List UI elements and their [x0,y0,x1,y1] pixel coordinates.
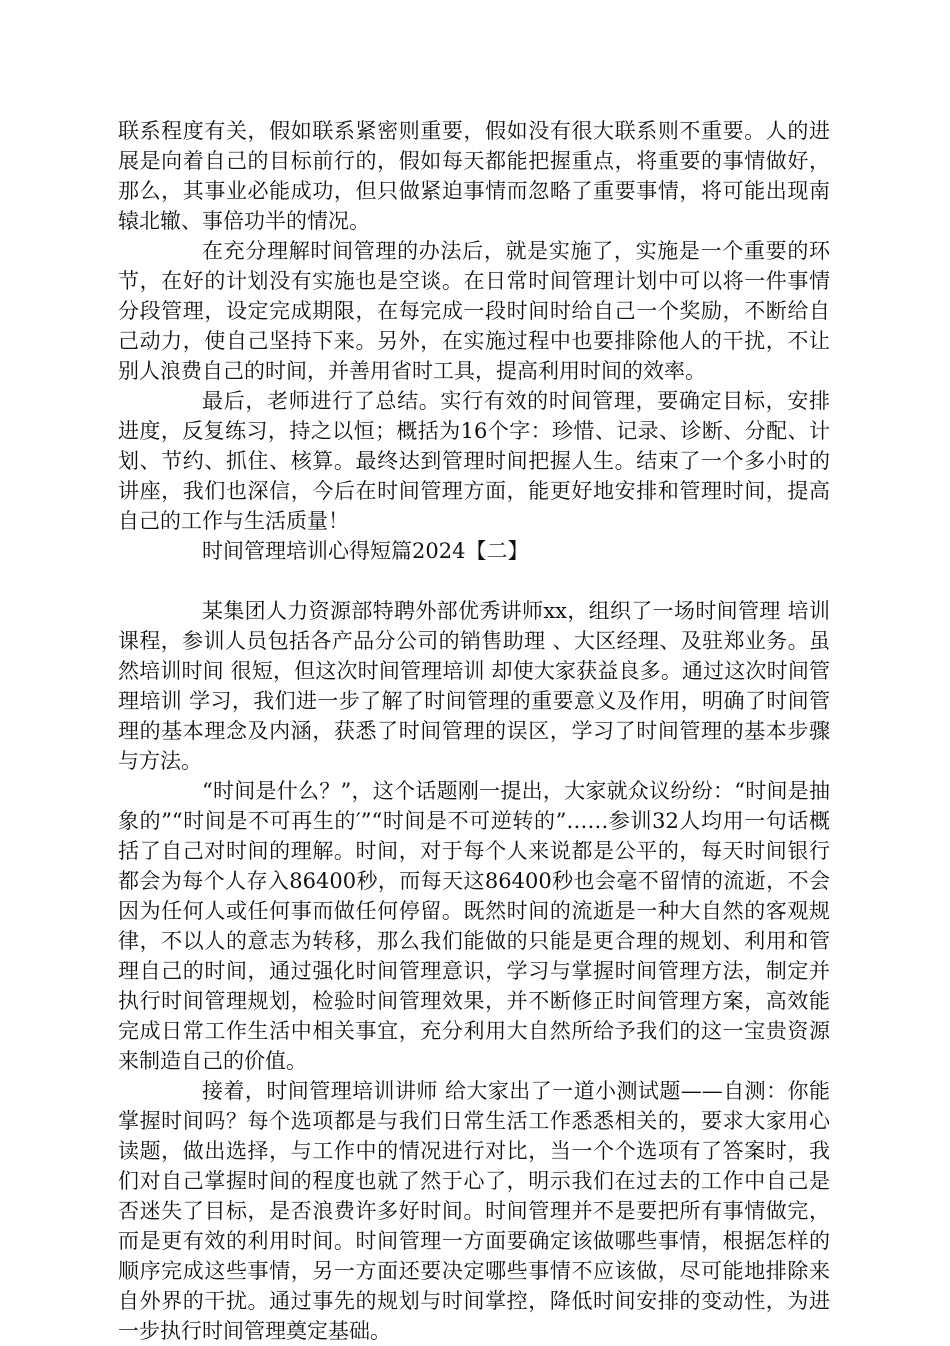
paragraph-training-intro: 某集团人力资源部特聘外部优秀讲师xx，组织了一场时间管理 培训课程，参训人员包括各产品分公司的销售助理 、大区经理、及驻郑业务。虽然培训时间 很短，但这次时间管理培训 却使大家获益良多。通过这次时间管理培训 学习，我们进一步了解了时间管理的重要意义及作用，明确了时间管理的基本理念及内涵，获悉了时间管理的误区，学习了时间管理的基本步骤与方法。 [118,599,830,773]
document-body [118,116,830,1346]
paragraph-implementation: 在充分理解时间管理的办法后，就是实施了，实施是一个重要的环节，在好的计划没有实施也是空谈。在日常时间管理计划中可以将一件事情分段管理，设定完成期限，在每完成一段时间时给自己一个奖励，不断给自己动力，使自己坚持下来。另外，在实施过程中也要排除他人的干扰，不让别人浪费自己的时间，并善用省时工具，提高利用时间的效率。 [118,239,830,383]
blank-line [118,566,830,596]
section-heading: 时间管理培训心得短篇2024【二】 [202,539,529,563]
paragraph-self-test: 接着，时间管理培训讲师 给大家出了一道小测试题——自测：你能掌握时间吗？每个选项都是与我们日常生活工作悉悉相关的，要求大家用心读题，做出选择，与工作中的情况进行对比，当一个个选项有了答案时，我们对自己掌握时间的程度也就了然于心了，明示我们在过去的工作中自己是否迷失了目标，是否浪费许多好时间。时间管理并不是要把所有事情做完，而是更有效的利用时间。时间管理一方面要确定该做哪些事情，根据怎样的顺序完成这些事情，另一方面还要决定哪些事情不应该做，尽可能地排除来自外界的干扰。通过事先的规划与时间掌控，降低时间安排的变动性，为进一步执行时间管理奠定基础。 [118,1079,830,1343]
paragraph-what-is-time: “时间是什么？”，这个话题刚一提出，大家就众议纷纷：“时间是抽象的”“时间是不可再生的′”“时间是不可逆转的”……参训32人均用一句话概括了自己对时间的理解。时间，对于每个人来说都是公平的，每天时间银行都会为每个人存入86400秒，而每天这86400秒也会毫不留情的流逝，不会因为任何人或任何事而做任何停留。既然时间的流逝是一种大自然的客观规律，不以人的意志为转移，那么我们能做的只能是更合理的规划、利用和管理自己的时间，通过强化时间管理意识，学习与掌握时间管理方法，制定并执行时间管理规划，检验时间管理效果，并不断修正时间管理方案，高效能完成日常工作生活中相关事宜，充分利用大自然所给予我们的这一宝贵资源来制造自己的价值。 [118,779,830,1073]
paragraph-summary: 最后，老师进行了总结。实行有效的时间管理，要确定目标，安排进度，反复练习，持之以恒；概括为16个字：珍惜、记录、诊断、分配、计划、节约、抓住、核算。最终达到管理时间把握人生。结束了一个多小时的讲座，我们也深信，今后在时间管理方面，能更好地安排和管理时间，提高自己的工作与生活质量！ [118,389,830,533]
paragraph-continuation: 联系程度有关，假如联系紧密则重要，假如没有很大联系则不重要。人的进展是向着自己的目标前行的，假如每天都能把握重点，将重要的事情做好，那么，其事业必能成功，但只做紧迫事情而忽略了重要事情，将可能出现南辕北辙、事倍功半的情况。 [118,119,830,233]
